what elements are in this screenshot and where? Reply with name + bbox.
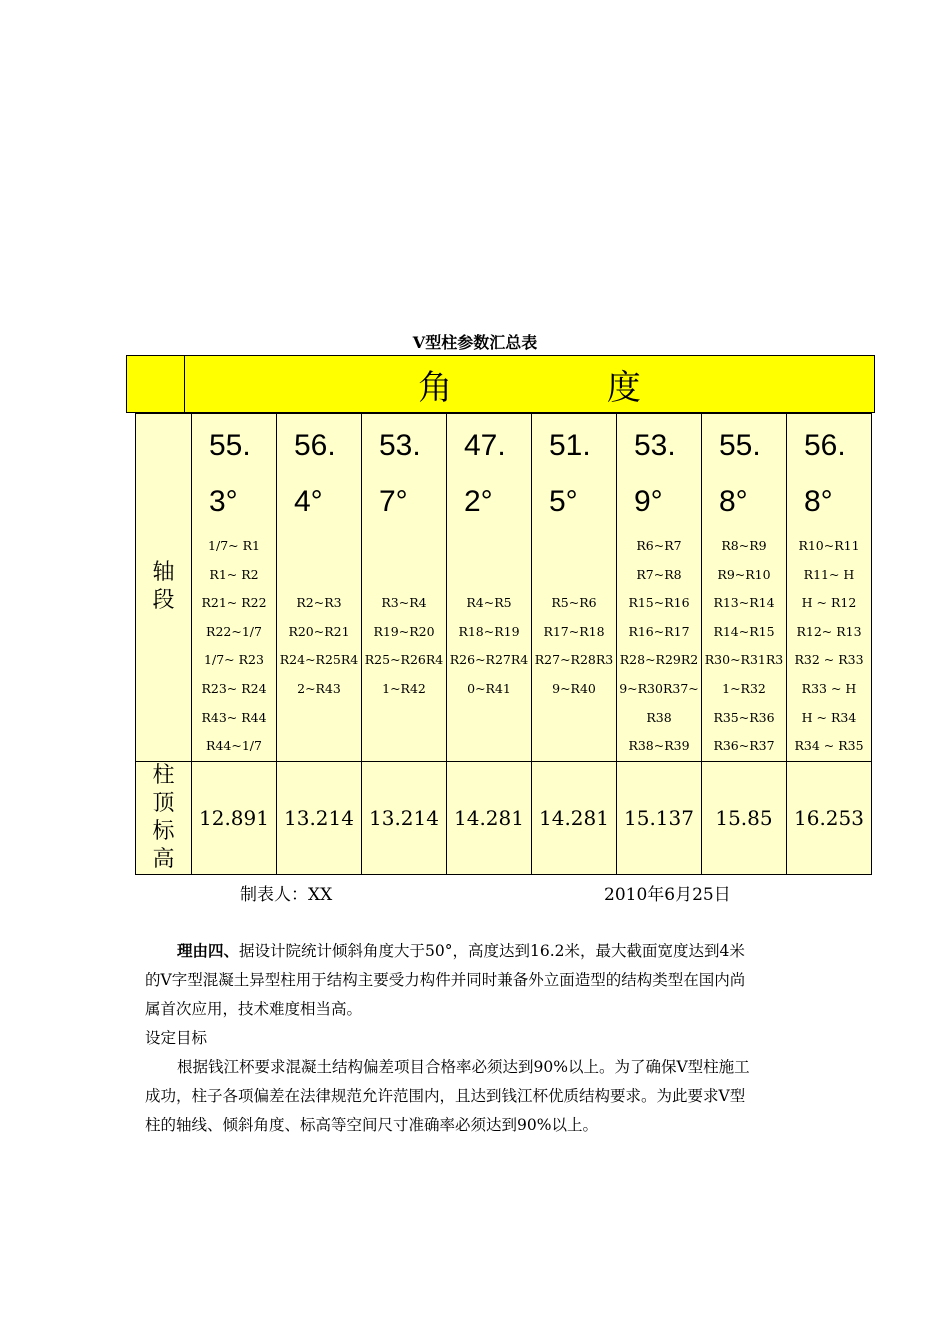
height-value: 15.85 <box>702 761 787 874</box>
axis-segment: R24~R25R4 <box>279 652 359 668</box>
axis-segment: R4~R5 <box>466 595 512 611</box>
axis-segment <box>277 532 361 561</box>
column-cell <box>617 414 702 762</box>
angle-value: 53. 7° <box>379 429 421 518</box>
table-date: 2010年6月25日 <box>604 885 731 905</box>
axis-segment: R13~R14 <box>713 595 775 611</box>
height-value: 14.281 <box>532 761 617 874</box>
axis-segment <box>447 561 531 590</box>
axis-segment: R33 ~ H <box>801 680 857 696</box>
axis-segment: R34 ~ R35 <box>794 738 864 754</box>
axis-segment: R10~R11 <box>798 538 860 553</box>
column-cell <box>787 414 872 762</box>
axis-segment <box>532 561 616 590</box>
axis-segment: 2~R43 <box>297 680 341 696</box>
axis-segment-list <box>617 530 701 761</box>
column-cell <box>192 414 277 762</box>
axis-row-label: 轴 段 <box>136 414 192 762</box>
angle-value: 55. 3° <box>209 429 251 518</box>
axis-segment-list <box>787 530 871 761</box>
axis-segment <box>277 561 361 590</box>
axis-segment: R11~ H <box>803 566 855 582</box>
target-line-3: 柱的轴线、倾斜角度、标高等空间尺寸准确率必须达到90%以上。 <box>145 1116 598 1134</box>
reason-four-label: 理由四、 <box>177 941 240 960</box>
axis-segment: R6~R7 <box>636 538 682 553</box>
table-maker: 制表人：XX <box>240 885 333 905</box>
header-corner-cell <box>127 356 185 412</box>
angle-value: 47. 2° <box>464 429 506 518</box>
axis-segment: R18~R19 <box>458 623 520 639</box>
axis-segment <box>532 532 616 561</box>
axis-segment: R19~R20 <box>373 623 435 639</box>
angle-value: 51. 5° <box>549 429 591 518</box>
axis-segment: R12~ R13 <box>796 623 862 639</box>
column-cell <box>447 414 532 762</box>
axis-segment: R27~R28R3 <box>534 652 614 668</box>
axis-segment: R16~R17 <box>628 623 690 639</box>
angle-header-row <box>126 355 875 413</box>
axis-segment: R38~R39 <box>628 738 690 754</box>
axis-segment: R1~ R2 <box>209 566 259 582</box>
axis-segment: R17~R18 <box>543 623 605 639</box>
axis-segment-list <box>702 530 786 761</box>
axis-segment: H ~ R34 <box>801 709 857 725</box>
axis-segment: 9~R30R37~ <box>619 680 699 696</box>
axis-segment: 1~R42 <box>382 680 426 696</box>
axis-segment: R35~R36 <box>713 709 775 725</box>
axis-segment: R28~R29R2 <box>619 652 699 668</box>
axis-segment <box>447 532 531 561</box>
height-value: 12.891 <box>192 761 277 874</box>
axis-segment: R43~ R44 <box>201 709 267 725</box>
axis-segment: R5~R6 <box>551 595 597 611</box>
axis-segment-list <box>362 530 446 704</box>
height-value: 14.281 <box>447 761 532 874</box>
axis-segment: R8~R9 <box>721 538 767 553</box>
height-value: 13.214 <box>362 761 447 874</box>
axis-segment-list <box>447 530 531 704</box>
height-value: 13.214 <box>277 761 362 874</box>
axis-segment: R22~1/7 <box>206 623 262 639</box>
axis-segment: R21~ R22 <box>201 595 267 611</box>
reason-four-line-3: 属首次应用，技术难度相当高。 <box>145 1000 363 1018</box>
axis-segment: R3~R4 <box>381 595 427 611</box>
height-row-label: 柱 顶 标 高 <box>136 761 192 874</box>
axis-segment: 1/7~ R1 <box>208 538 260 553</box>
axis-segment: R36~R37 <box>713 738 775 754</box>
axis-segment: R7~R8 <box>636 566 682 582</box>
column-cell <box>277 414 362 762</box>
height-row <box>136 761 872 874</box>
target-heading: 设定目标 <box>145 1029 208 1047</box>
axis-segment <box>362 532 446 561</box>
axis-segment: R44~1/7 <box>206 738 262 754</box>
axis-segment: R26~R27R4 <box>449 652 529 668</box>
axis-segment: 9~R40 <box>552 680 596 696</box>
angle-value: 56. 8° <box>804 429 846 518</box>
axis-segment <box>362 561 446 590</box>
table-title: V型柱参数汇总表 <box>412 333 538 352</box>
axis-segment: R9~R10 <box>717 566 771 582</box>
column-cell <box>362 414 447 762</box>
axis-segment: R2~R3 <box>296 595 342 611</box>
reason-four-paragraph <box>145 936 810 1140</box>
axis-segment: R20~R21 <box>288 623 350 639</box>
axis-segment-list <box>532 530 616 704</box>
axis-segment: H ~ R12 <box>801 595 857 611</box>
height-value: 16.253 <box>787 761 872 874</box>
target-line-2: 成功，柱子各项偏差在法律规范允许范围内，且达到钱江杯优质结构要求。为此要求V型 <box>145 1087 746 1105</box>
axis-segment-list <box>277 530 361 704</box>
reason-four-line-2: 的V字型混凝土异型柱用于结构主要受力构件并同时兼备外立面造型的结构类型在国内尚 <box>145 971 746 989</box>
axis-segment: R23~ R24 <box>201 680 267 696</box>
axis-segment: R25~R26R4 <box>364 652 444 668</box>
height-value: 15.137 <box>617 761 702 874</box>
axis-segment: R32 ~ R33 <box>794 652 864 668</box>
axis-segment: 0~R41 <box>467 680 511 696</box>
axis-segment-list <box>192 530 276 761</box>
column-cell <box>532 414 617 762</box>
column-cell <box>702 414 787 762</box>
axis-segment: R38 <box>646 709 672 725</box>
angle-header: 角 度 <box>418 367 713 408</box>
axis-segment: R15~R16 <box>628 595 690 611</box>
reason-four-text: 据设计院统计倾斜角度大于50°，高度达到16.2米，最大截面宽度达到4米 <box>239 942 745 960</box>
parameter-table <box>135 413 872 875</box>
axis-segment: 1~R32 <box>722 680 766 696</box>
axis-segment: R30~R31R3 <box>704 652 784 668</box>
axis-segment: R14~R15 <box>713 623 775 639</box>
angle-value: 55. 8° <box>719 429 761 518</box>
axis-row <box>136 414 872 762</box>
angle-value: 53. 9° <box>634 429 676 518</box>
angle-value: 56. 4° <box>294 429 336 518</box>
target-line-1: 根据钱江杯要求混凝土结构偏差项目合格率必须达到90%以上。为了确保V型柱施工 <box>177 1058 750 1076</box>
axis-segment: 1/7~ R23 <box>204 652 264 668</box>
